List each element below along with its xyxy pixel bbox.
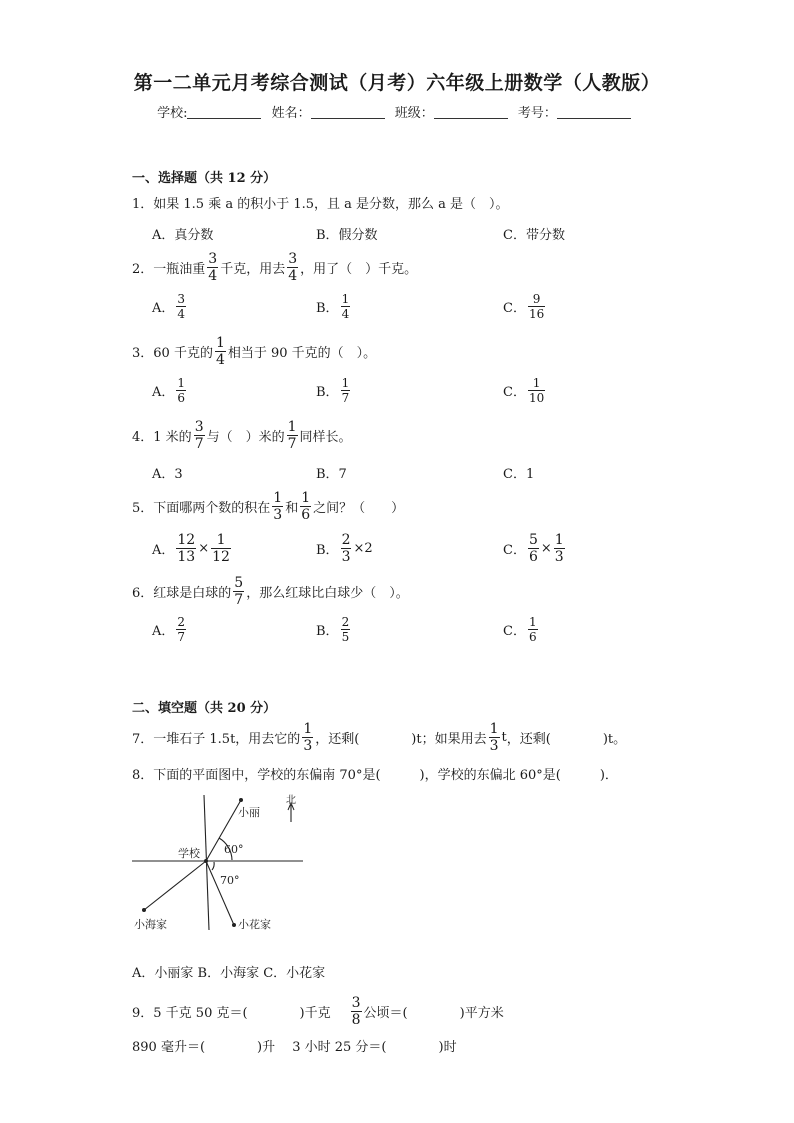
q4-option-a[interactable]: A．3 [152, 467, 183, 482]
question-6 [132, 576, 409, 607]
option-fraction [341, 533, 352, 564]
angle-70-label: 70° [220, 874, 240, 887]
q2-fraction-2 [287, 252, 298, 283]
denominator: 4 [341, 307, 350, 321]
denominator: 13 [177, 549, 196, 565]
denominator: 3 [273, 507, 283, 523]
numerator: 3 [288, 251, 298, 267]
denominator: 6 [301, 507, 311, 523]
option-fraction [341, 616, 351, 643]
question-7 [132, 722, 626, 753]
denominator: 4 [208, 268, 218, 284]
numerator: 2 [177, 615, 186, 629]
q6-text-pre: 6．红球是白球的 [132, 586, 232, 601]
option-fraction [176, 293, 186, 320]
denominator: 7 [177, 630, 186, 644]
q5-text-post: 之间？（ ） [313, 501, 405, 516]
q9-fraction [351, 996, 362, 1027]
class-blank[interactable] [434, 105, 508, 119]
q4-text-pre: 4．1 米的 [132, 430, 192, 445]
denominator: 6 [177, 391, 186, 405]
option-label: B． [316, 301, 339, 316]
class-label: 班级： [394, 106, 434, 121]
section-2-title: 二、填空题（共 20 分） [132, 701, 277, 716]
q3-fraction [215, 336, 226, 367]
times-sign: × [540, 541, 552, 556]
option-label: B． [316, 624, 339, 639]
xiaoli-point [239, 798, 243, 802]
denominator: 5 [341, 630, 350, 644]
option-label: B． [316, 385, 339, 400]
option-fraction-1 [176, 533, 196, 564]
q5-text-mid: 和 [285, 501, 299, 516]
question-8: 8．下面的平面图中，学校的东偏南 70°是( )，学校的东偏北 60°是( )． [132, 768, 618, 783]
numerator: 2 [341, 532, 351, 548]
section-1-title: 一、选择题（共 12 分） [132, 171, 277, 186]
q7-text-post: ，还剩( )t。 [506, 732, 627, 747]
school-point [204, 859, 208, 863]
q5-option-b[interactable] [316, 533, 373, 564]
denominator: 4 [288, 268, 298, 284]
q5-option-c[interactable] [503, 533, 567, 564]
option-fraction [528, 293, 545, 320]
q9-part-2: 公顷＝( )平方米 [363, 1006, 504, 1021]
numerator: 3 [194, 419, 204, 435]
q3-option-c[interactable] [503, 377, 547, 404]
north-label: 北 [286, 795, 296, 806]
option-fraction [341, 293, 351, 320]
numerator: 1 [303, 721, 313, 737]
q2-text-mid: 千克，用去 [220, 262, 286, 277]
q1-option-a[interactable]: A．真分数 [152, 228, 214, 243]
q1-option-b[interactable]: B．假分数 [316, 228, 378, 243]
angle-arc-70 [212, 862, 214, 870]
q5-fraction-2 [300, 491, 311, 522]
denominator: 7 [234, 592, 244, 608]
q2-option-b[interactable] [316, 293, 352, 320]
page-title: 第一二单元月考综合测试（月考）六年级上册数学（人教版） [133, 72, 661, 94]
numerator: 5 [528, 532, 538, 548]
q7-fraction-2 [489, 722, 500, 753]
option-label: C． [503, 301, 526, 316]
q6-option-a[interactable] [152, 616, 188, 643]
option-label: A． [152, 301, 175, 316]
denominator: 6 [528, 630, 537, 644]
q8-options[interactable]: A．小丽家 B．小海家 C．小花家 [132, 966, 326, 981]
question-9-line-1 [132, 996, 504, 1027]
numerator: 1 [273, 490, 283, 506]
numerator: 1 [216, 532, 226, 548]
option-fraction [528, 616, 538, 643]
denominator: 16 [528, 307, 545, 321]
number-label: 考号： [517, 106, 557, 121]
q4-option-c[interactable]: C．1 [503, 467, 535, 482]
option-fraction [341, 377, 351, 404]
denominator: 3 [303, 738, 313, 754]
numerator: 1 [341, 376, 350, 390]
denominator: 10 [528, 391, 545, 405]
option-fraction [528, 377, 545, 404]
option-label: A． [152, 385, 175, 400]
option-fraction-2 [554, 533, 565, 564]
q4-fraction-1 [194, 420, 205, 451]
q2-option-c[interactable] [503, 293, 547, 320]
numerator: 9 [532, 292, 541, 306]
option-label: A． [152, 543, 175, 558]
question-9-line-2: 890 毫升＝( )升 3 小时 25 分＝( )时 [132, 1040, 457, 1055]
q4-text-mid: 与（ ）米的 [206, 430, 285, 445]
q5-fraction-1 [272, 491, 283, 522]
xiaohua-label: 小花家 [238, 918, 271, 931]
numerator: 1 [177, 376, 186, 390]
option-label: A． [152, 624, 175, 639]
school-label: 学校: [157, 106, 188, 121]
numerator: 3 [208, 251, 218, 267]
numerator: 1 [301, 490, 311, 506]
question-2 [132, 252, 417, 283]
option-fraction [176, 616, 186, 643]
q7-fraction-1 [302, 722, 313, 753]
q4-text-post: 同样长。 [299, 430, 352, 445]
numerator: 1 [489, 721, 499, 737]
numerator: 1 [554, 532, 564, 548]
times-two: ×2 [353, 541, 373, 556]
option-label: C． [503, 624, 526, 639]
numerator: 5 [234, 575, 244, 591]
name-label: 姓名： [271, 106, 311, 121]
numerator: 3 [177, 292, 186, 306]
times-sign: × [198, 541, 210, 556]
q4-fraction-2 [287, 420, 298, 451]
student-info-line [0, 102, 794, 121]
denominator: 6 [528, 549, 538, 565]
ray-to-xiaohai [144, 861, 206, 910]
question-1: 1．如果 1.5 乘 a 的积小于 1.5，且 a 是分数，那么 a 是（ ）。 [132, 197, 509, 212]
school-blank[interactable] [187, 105, 261, 119]
option-fraction-2 [211, 533, 231, 564]
numerator: 12 [177, 532, 196, 548]
numerator: 1 [532, 376, 541, 390]
option-fraction-1 [528, 533, 539, 564]
xiaohai-label: 小海家 [134, 918, 167, 931]
question-5 [132, 491, 404, 522]
q6-option-c[interactable] [503, 616, 540, 643]
numerator: 3 [351, 995, 361, 1011]
number-blank[interactable] [557, 105, 631, 119]
q6-text-post: ，那么红球比白球少（ ）。 [246, 586, 409, 601]
denominator: 7 [341, 391, 350, 405]
q9-part-1: 9．5 千克 50 克＝( )千克 [132, 1006, 331, 1021]
xiaoli-label: 小丽 [238, 806, 260, 819]
direction-diagram [128, 790, 318, 940]
denominator: 7 [194, 436, 204, 452]
numerator: 2 [341, 615, 350, 629]
numerator: 1 [341, 292, 350, 306]
q3-option-b[interactable] [316, 377, 352, 404]
q6-fraction [233, 576, 244, 607]
school-label: 学校 [178, 847, 200, 860]
angle-60-label: 60° [224, 843, 244, 856]
xiaohai-point [142, 908, 146, 912]
q3-option-a[interactable] [152, 377, 188, 404]
denominator: 3 [341, 549, 351, 565]
option-label: C． [503, 385, 526, 400]
q3-text-pre: 3．60 千克的 [132, 346, 213, 361]
numerator: 1 [215, 335, 225, 351]
name-blank[interactable] [311, 105, 385, 119]
option-fraction [176, 377, 186, 404]
denominator: 7 [287, 436, 297, 452]
numerator: 1 [528, 615, 537, 629]
denominator: 3 [554, 549, 564, 565]
q2-fraction-1 [207, 252, 218, 283]
q3-text-post: 相当于 90 千克的（ ）。 [227, 346, 377, 361]
xiaohua-point [232, 923, 236, 927]
question-4 [132, 420, 352, 451]
numerator: 1 [287, 419, 297, 435]
q4-option-b[interactable]: B．7 [316, 467, 347, 482]
q6-option-b[interactable] [316, 616, 352, 643]
q5-option-a[interactable] [152, 533, 233, 564]
denominator: 4 [215, 352, 225, 368]
question-3 [132, 336, 376, 367]
q7-text-pre: 7．一堆石子 1.5t，用去它的 [132, 732, 301, 747]
q2-text-post: ，用了（ ）千克。 [300, 262, 418, 277]
denominator: 4 [177, 307, 186, 321]
q2-option-a[interactable] [152, 293, 188, 320]
denominator: 8 [351, 1012, 361, 1028]
q1-option-c[interactable]: C．带分数 [503, 228, 565, 243]
q7-unit: t [501, 730, 507, 745]
denominator: 12 [212, 549, 230, 565]
q5-text-pre: 5．下面哪两个数的积在 [132, 501, 271, 516]
q2-text-pre: 2．一瓶油重 [132, 262, 206, 277]
denominator: 3 [489, 738, 499, 754]
option-label: C． [503, 543, 526, 558]
option-label: B． [316, 543, 339, 558]
q7-text-mid: ，还剩( )t；如果用去 [315, 732, 487, 747]
ray-to-xiaohua [206, 861, 234, 925]
